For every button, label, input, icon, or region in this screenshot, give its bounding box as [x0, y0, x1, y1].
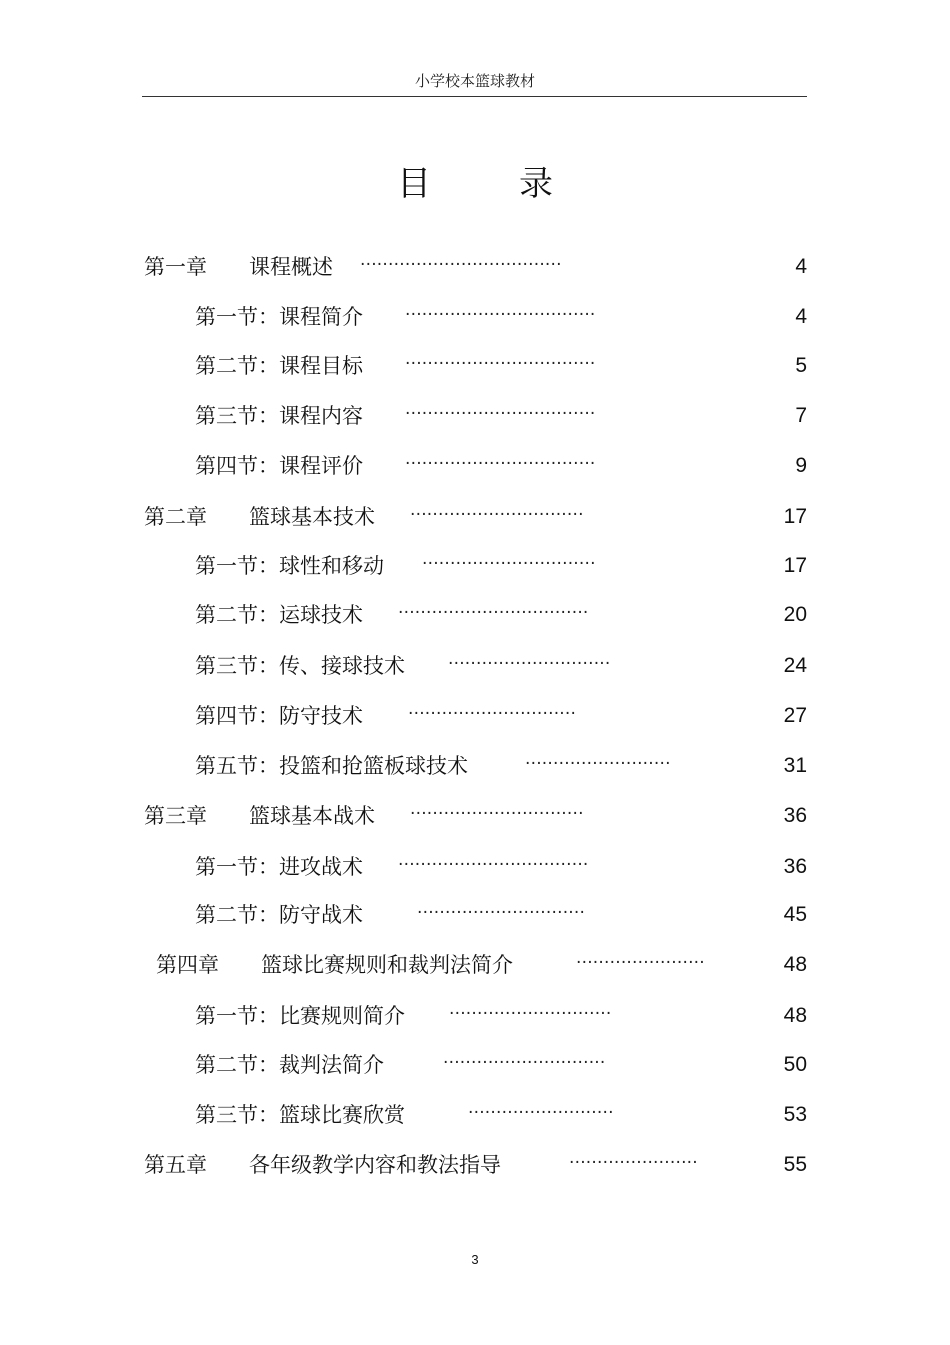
toc-entry-section[interactable]	[195, 351, 807, 381]
toc-entry-chapter-5[interactable]	[144, 1150, 807, 1180]
toc-entry-section[interactable]	[195, 651, 807, 681]
toc-entry-page: 36	[783, 804, 807, 827]
toc-entry-chapter-3[interactable]	[144, 801, 807, 831]
toc-leader-dots: ··································	[405, 454, 596, 474]
toc-entry-page: 31	[783, 754, 807, 777]
toc-entry-page: 5	[795, 354, 807, 377]
toc-leader-dots: ····································	[360, 255, 562, 275]
toc-entry-section[interactable]	[195, 302, 807, 332]
toc-entry-page: 50	[783, 1053, 807, 1076]
toc-entry-page: 53	[783, 1103, 807, 1126]
toc-entry-section[interactable]	[195, 401, 807, 431]
toc-leader-dots: ··························	[468, 1103, 614, 1123]
toc-entry-section[interactable]	[195, 1050, 807, 1080]
toc-entry-section[interactable]	[195, 600, 807, 630]
toc-entry-page: 4	[795, 305, 807, 328]
toc-entry-chapter-1[interactable]	[144, 252, 807, 282]
toc-entry-page: 7	[795, 404, 807, 427]
toc-leader-dots: ··································	[405, 354, 596, 374]
toc-leader-dots: ··································	[398, 855, 589, 875]
toc-entry-page: 48	[783, 1004, 807, 1027]
toc-entry-page: 17	[783, 554, 807, 577]
toc-entry-chapter-2[interactable]	[144, 502, 807, 532]
toc-title-left: 目	[397, 164, 431, 204]
page-number: 3	[471, 1252, 479, 1267]
toc-entry-label: 第三章 篮球基本战术	[144, 804, 375, 828]
toc-entry-label: 第一节：进攻战术	[195, 855, 363, 879]
toc-leader-dots: ······························	[408, 704, 577, 724]
toc-entry-page: 20	[783, 603, 807, 626]
toc-entry-label: 第五章 各年级教学内容和教法指导	[144, 1153, 501, 1177]
toc-entry-page: 36	[783, 855, 807, 878]
toc-entry-section[interactable]	[195, 1001, 807, 1031]
toc-title-right: 录	[519, 164, 553, 204]
toc-leader-dots: ·······························	[410, 505, 584, 525]
toc-leader-dots: ·····························	[443, 1053, 606, 1073]
toc-entry-label: 第一节：比赛规则简介	[195, 1004, 405, 1028]
toc-entry-page: 27	[783, 704, 807, 727]
toc-entry-label: 第四节：防守技术	[195, 704, 363, 728]
toc-entry-section[interactable]	[195, 701, 807, 731]
toc-title	[0, 156, 950, 205]
toc-entry-label: 第三节：课程内容	[195, 404, 363, 428]
toc-entry-label: 第一节：课程简介	[195, 305, 363, 329]
toc-leader-dots: ·······················	[576, 953, 705, 973]
toc-leader-dots: ·····························	[449, 1004, 612, 1024]
toc-entry-label: 第二节：运球技术	[195, 603, 363, 627]
toc-entry-label: 第四节：课程评价	[195, 454, 363, 478]
toc-entry-page: 45	[783, 903, 807, 926]
toc-entry-label: 第二节：裁判法简介	[195, 1053, 384, 1077]
toc-entry-label: 第三节：篮球比赛欣赏	[195, 1103, 405, 1127]
toc-entry-label: 第五节：投篮和抢篮板球技术	[195, 754, 468, 778]
toc-leader-dots: ··································	[405, 404, 596, 424]
toc-entry-section[interactable]	[195, 900, 807, 930]
toc-entry-label: 第三节：传、接球技术	[195, 654, 405, 678]
toc-leader-dots: ·······························	[410, 804, 584, 824]
toc-leader-dots: ··································	[405, 305, 596, 325]
toc-entry-page: 24	[783, 654, 807, 677]
header-rule	[142, 96, 807, 97]
toc-entry-section[interactable]	[195, 852, 807, 882]
toc-entry-section[interactable]	[195, 1100, 807, 1130]
toc-entry-label: 第二节：课程目标	[195, 354, 363, 378]
toc-entry-section[interactable]	[195, 551, 807, 581]
toc-entry-label: 第四章 篮球比赛规则和裁判法简介	[156, 953, 513, 977]
toc-leader-dots: ·····························	[448, 654, 611, 674]
toc-leader-dots: ··································	[398, 603, 589, 623]
toc-entry-label: 第一节：球性和移动	[195, 554, 384, 578]
toc-entry-section[interactable]	[195, 451, 807, 481]
toc-leader-dots: ··························	[525, 754, 671, 774]
toc-entry-section[interactable]	[195, 751, 807, 781]
toc-entry-page: 17	[783, 505, 807, 528]
toc-entry-page: 9	[795, 454, 807, 477]
toc-entry-label: 第二章 篮球基本技术	[144, 505, 375, 529]
toc-entry-label: 第一章 课程概述	[144, 255, 333, 279]
toc-leader-dots: ·······························	[422, 554, 596, 574]
toc-leader-dots: ······························	[417, 903, 586, 923]
toc-entry-page: 48	[783, 953, 807, 976]
toc-entry-page: 55	[783, 1153, 807, 1176]
toc-leader-dots: ·······················	[569, 1153, 698, 1173]
toc-entry-chapter-4[interactable]	[156, 950, 807, 980]
toc-entry-page: 4	[795, 255, 807, 278]
page-header-title: 小学校本篮球教材	[414, 72, 535, 90]
toc-entry-label: 第二节：防守战术	[195, 903, 363, 927]
